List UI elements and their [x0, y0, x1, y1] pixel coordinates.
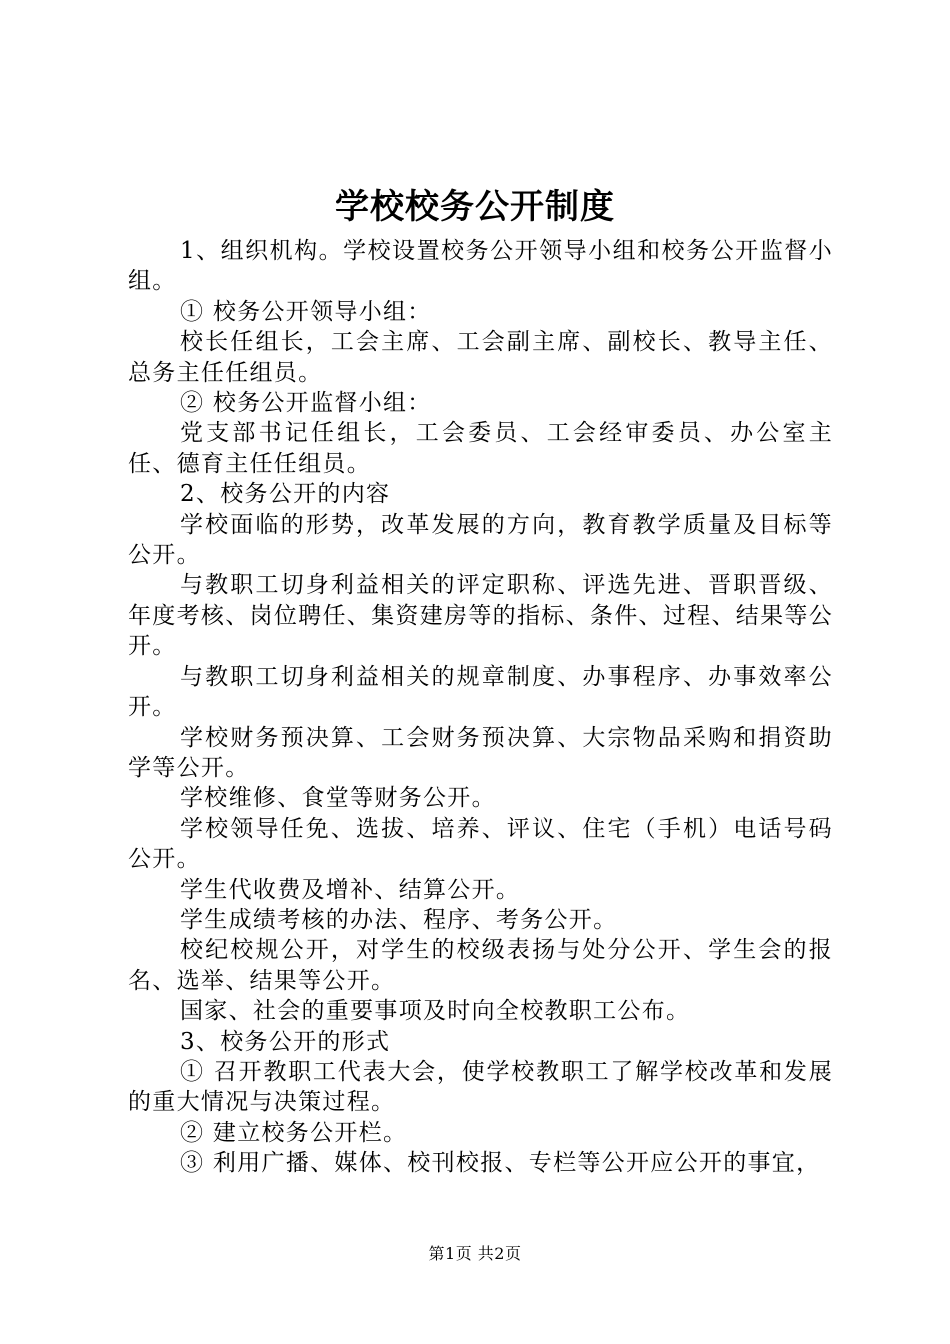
paragraph: ② 校务公开监督小组：: [180, 390, 432, 417]
document-title: 学校校务公开制度: [335, 187, 615, 227]
paragraph: 党支部书记任组长，工会委员、工会经审委员、办公室主任、德育主任任组员。: [128, 420, 833, 477]
paragraph: ① 校务公开领导小组：: [180, 298, 432, 325]
paragraph: ② 建立校务公开栏。: [180, 1119, 408, 1146]
paragraph: 与教职工切身利益相关的评定职称、评选先进、晋职晋级、年度考核、岗位聘任、集资建房等的指标、条件、过程、结果等公开。: [128, 572, 833, 660]
paragraph: 校纪校规公开，对学生的校级表扬与处分公开、学生会的报名、选举、结果等公开。: [128, 937, 833, 994]
paragraph: ③ 利用广播、媒体、校刊校报、专栏等公开应公开的事宜，: [180, 1150, 821, 1177]
paragraph: ① 召开教职工代表大会，使学校教职工了解学校改革和发展的重大情况与决策过程。: [128, 1058, 833, 1116]
paragraph: 学校领导任免、选拔、培养、评议、住宅（手机）电话号码公开。: [128, 815, 833, 873]
paragraph: 校长任组长，工会主席、工会副主席、副校长、教导主任、总务主任任组员。: [128, 329, 833, 386]
document-body: [128, 236, 833, 1179]
paragraph: 学校维修、食堂等财务公开。: [180, 785, 496, 812]
paragraph: 学生代收费及增补、结算公开。: [180, 876, 521, 903]
paragraph: 3、校务公开的形式: [180, 1028, 391, 1055]
paragraph: 与教职工切身利益相关的规章制度、办事程序、办事效率公开。: [128, 663, 833, 721]
page-number-footer: 第1页 共2页: [428, 1244, 522, 1263]
paragraph: 1、组织机构。学校设置校务公开领导小组和校务公开监督小组。: [128, 238, 833, 295]
paragraph: 2、校务公开的内容: [180, 481, 391, 508]
paragraph: 学校面临的形势，改革发展的方向，教育教学质量及目标等公开。: [128, 511, 833, 569]
paragraph: 国家、社会的重要事项及时向全校教职工公布。: [180, 998, 691, 1025]
paragraph: 学校财务预决算、工会财务预决算、大宗物品采购和捐资助学等公开。: [128, 724, 833, 781]
paragraph: 学生成绩考核的办法、程序、考务公开。: [180, 906, 618, 933]
